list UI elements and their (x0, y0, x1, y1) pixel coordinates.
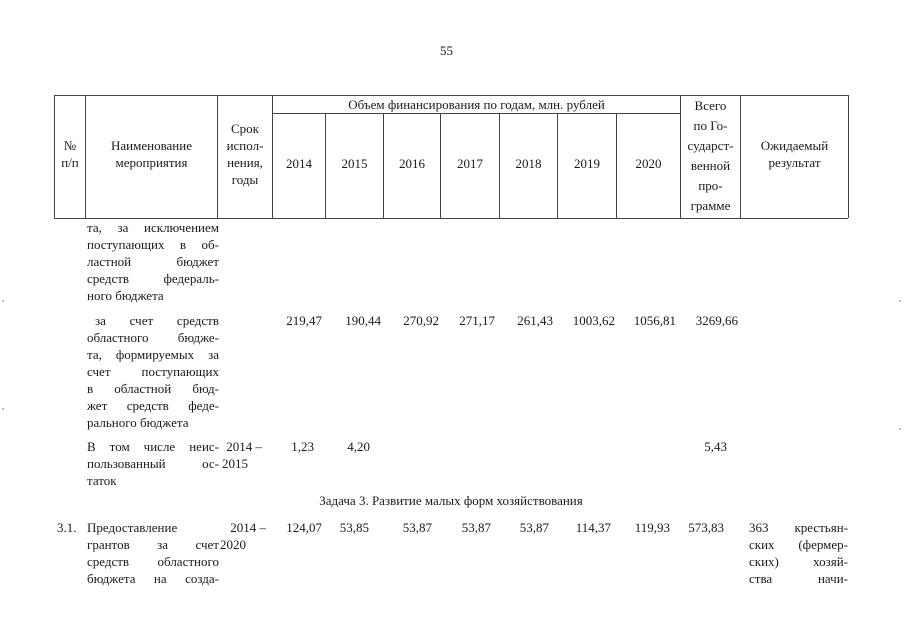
header-term: Срок испол- нения, годы (226, 121, 264, 187)
header-num: № п/п (61, 138, 79, 170)
header-year: 2018 (515, 156, 542, 171)
value-2020: 119,93 (634, 520, 670, 535)
value-2014: 124,07 (286, 520, 322, 535)
row-unused-balance-name: В том числе неис- пользованный ос- таток (87, 439, 219, 488)
financing-divider (272, 113, 680, 114)
row-regional-budget-name: за счет средств областного бюдже- та, формируемых за счет поступающих в областной бюд- жет средств феде- рального бюджета (87, 313, 219, 430)
value-2018: 53,87 (519, 520, 549, 535)
value-2014: 219,47 (286, 313, 322, 328)
value-2017: 271,17 (459, 313, 495, 328)
header-year: 2014 (286, 156, 312, 171)
task-heading: Задача 3. Развитие малых форм хозяйствования (319, 493, 583, 508)
row-continuation-name: та, за исключением поступающих в об- ластной бюджет средств федераль- ного бюджета (87, 220, 219, 303)
page-number: 55 (440, 43, 453, 58)
value-2019: 1003,62 (572, 313, 615, 328)
scan-mark (899, 428, 901, 430)
item-number: 3.1. (57, 520, 77, 535)
item-3-1-term: 2014 – 2020 (220, 520, 266, 552)
header-year: 2015 (341, 156, 368, 171)
value-2018: 261,43 (517, 313, 553, 328)
value-total: 573,83 (688, 520, 724, 535)
header-year: 2017 (457, 156, 483, 171)
value-2016: 270,92 (403, 313, 439, 328)
value-total: 5,43 (704, 439, 727, 454)
item-3-1-result: 363 крестьян- ских (фермер- ских) хозяй- ства начи- (749, 520, 848, 586)
header-year: 2016 (399, 156, 425, 171)
value-2014: 1,23 (291, 439, 314, 454)
header-name: Наименование мероприятия (111, 138, 192, 170)
header-result: Ожидаемый результат (760, 138, 829, 170)
value-2019: 114,37 (575, 520, 611, 535)
value-2020: 1056,81 (633, 313, 676, 328)
header-year: 2020 (635, 156, 662, 171)
header-financing: Объем финансирования по годам, млн. рублей (348, 97, 605, 112)
value-2017: 53,87 (461, 520, 491, 535)
value-2015: 190,44 (345, 313, 381, 328)
value-total: 3269,66 (695, 313, 738, 328)
col-border (848, 95, 849, 218)
header-total: Всего по Го- сударст- венной про- грамме (687, 98, 734, 213)
scan-mark (2, 300, 4, 302)
scan-mark (2, 408, 4, 410)
value-2016: 53,87 (402, 520, 432, 535)
header-year: 2019 (574, 156, 600, 171)
row-unused-balance-term: 2014 – 2015 (222, 439, 262, 471)
value-2015: 53,85 (339, 520, 369, 535)
item-3-1-name: Предоставление грантов за счет средств областного бюджета на созда- (87, 520, 219, 586)
scan-mark (899, 300, 901, 302)
value-2015: 4,20 (347, 439, 370, 454)
